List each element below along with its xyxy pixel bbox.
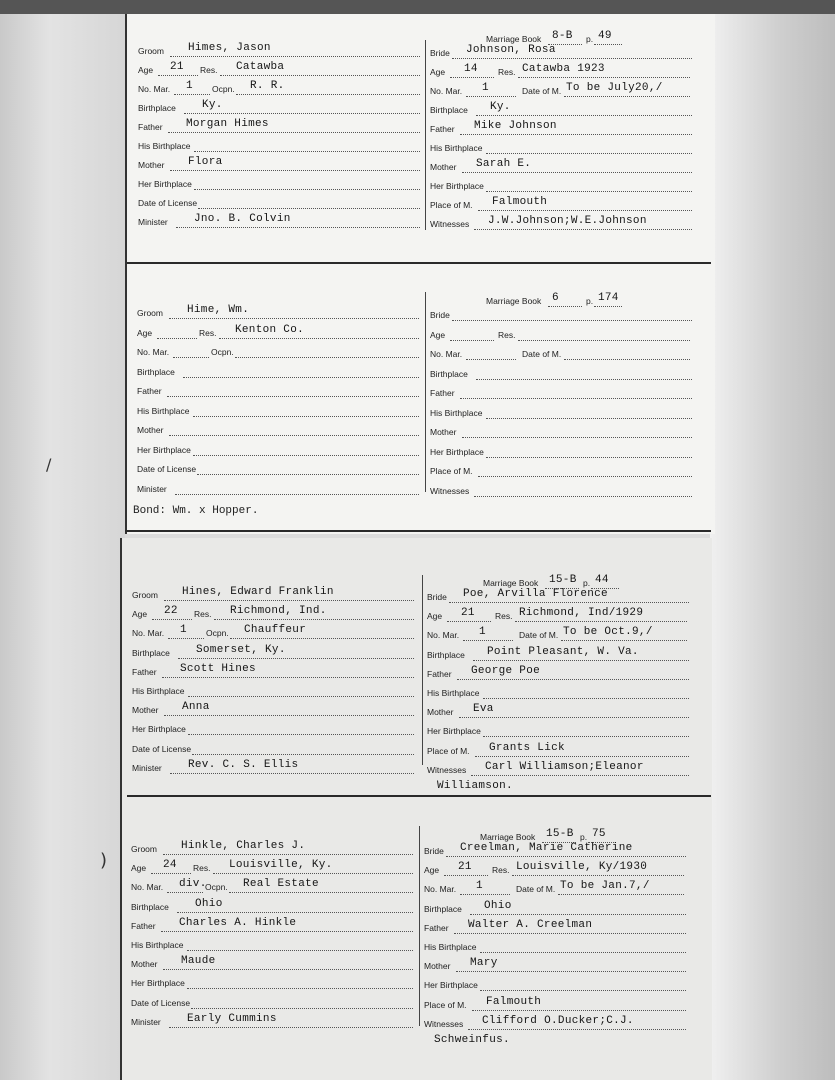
groom-age-value: 21 — [170, 61, 184, 73]
fill-line — [175, 494, 419, 495]
bride-age-value: 21 — [461, 607, 475, 620]
field-label: Father — [424, 922, 449, 933]
groom-no-mar-value: 1 — [180, 624, 187, 637]
fill-line — [594, 306, 622, 307]
fill-line — [163, 854, 413, 855]
fill-line — [167, 396, 419, 397]
fill-line — [191, 1008, 413, 1009]
bride-father-value: Mike Johnson — [474, 120, 557, 132]
groom-residence-value: Louisville, Ky. — [229, 859, 333, 872]
fill-line — [473, 660, 689, 661]
groom-father-value: Scott Hines — [180, 662, 256, 675]
field-label: Date of License — [137, 464, 197, 474]
groom-residence-value: Kenton Co. — [235, 323, 305, 336]
field-label: Mother — [132, 705, 159, 716]
groom-occupation-value: Chauffeur — [244, 624, 307, 637]
bride-place-of-m-value: Grants Lick — [489, 741, 565, 754]
fill-line — [454, 933, 686, 934]
fill-line — [486, 457, 692, 458]
field-label: No. Mar. — [137, 347, 170, 357]
field-label: p. — [586, 34, 594, 44]
bride-age-value: 14 — [464, 63, 478, 75]
fill-line — [558, 894, 684, 895]
fill-line — [512, 875, 684, 876]
field-label: Res. — [495, 611, 513, 622]
field-label: Date of License — [131, 997, 191, 1008]
record-separator — [127, 262, 711, 264]
field-label: Age — [132, 609, 148, 620]
column-divider — [425, 292, 426, 492]
groom-mother-value: Maude — [181, 955, 216, 968]
fill-line — [475, 756, 689, 757]
field-label: Father — [430, 388, 455, 398]
fill-line — [447, 621, 491, 622]
fill-line — [236, 94, 420, 95]
field-label: Age — [430, 329, 446, 340]
groom-groom-value: Hines, Edward Franklin — [182, 586, 334, 598]
scan-margin-right — [710, 0, 835, 1080]
field-label: His Birthplace — [138, 141, 191, 151]
fill-line — [168, 638, 204, 639]
groom-age-value: 22 — [164, 605, 178, 618]
field-label: Age — [424, 865, 440, 876]
field-label: Groom — [131, 844, 157, 854]
scan-margin-left — [0, 0, 125, 1080]
field-label: Place of M. — [430, 466, 473, 476]
column-divider — [422, 575, 423, 765]
field-label: Marriage Book — [486, 34, 542, 44]
fill-line — [450, 77, 494, 78]
fill-line — [161, 931, 413, 932]
field-label: Res. — [194, 609, 212, 620]
fill-line — [184, 113, 420, 114]
bride-birthplace-value: Ohio — [484, 899, 512, 912]
fill-line — [169, 318, 419, 319]
field-label: p. — [586, 296, 594, 306]
fill-line — [462, 437, 692, 438]
groom-birthplace-value: Ky. — [202, 99, 223, 111]
field-label: Marriage Book — [486, 296, 542, 306]
fill-line — [214, 619, 414, 620]
field-label: Age — [131, 863, 147, 874]
fill-line — [197, 474, 419, 475]
fill-line — [177, 912, 413, 913]
fill-line — [548, 306, 582, 307]
field-label: Date of M. — [522, 86, 562, 96]
bride-father-value: Walter A. Creelman — [468, 918, 593, 931]
field-label: Witnesses — [430, 219, 470, 229]
fill-line — [472, 1010, 686, 1011]
witnesses-continued-value: Schweinfus. — [434, 1034, 510, 1046]
field-label: Witnesses — [430, 485, 470, 496]
bride-residence-value: Richmond, Ind/1929 — [519, 607, 644, 620]
record-separator — [127, 795, 711, 797]
groom-groom-value: Hime, Wm. — [187, 304, 250, 316]
fill-line — [220, 75, 420, 76]
fill-line — [564, 359, 690, 360]
field-label: Place of M. — [424, 999, 467, 1010]
date-of-marriage-value: To be Jan.7,/ — [560, 880, 650, 893]
bride-place-of-m-value: Falmouth — [492, 196, 548, 208]
field-label: Place of M. — [430, 200, 473, 210]
fill-line — [478, 476, 692, 477]
groom-minister-value: Early Cummins — [187, 1012, 277, 1025]
field-label: Date of M. — [519, 630, 559, 641]
field-label: Birthplace — [138, 103, 176, 113]
bride-residence-value: Louisville, Ky/1930 — [516, 861, 648, 874]
fill-line — [188, 696, 414, 697]
groom-mother-value: Flora — [188, 156, 223, 168]
fill-line — [452, 58, 692, 59]
fill-line — [170, 170, 420, 171]
groom-father-value: Morgan Himes — [186, 118, 269, 130]
bride-birthplace-value: Ky. — [490, 101, 511, 113]
fill-line — [518, 340, 690, 341]
record-separator — [125, 530, 711, 532]
field-label: Her Birthplace — [427, 726, 481, 737]
fill-line — [194, 189, 420, 190]
field-label: Mother — [430, 427, 457, 437]
field-label: Minister — [137, 483, 167, 494]
fill-line — [459, 717, 689, 718]
fill-line — [198, 208, 420, 209]
field-label: Marriage Book — [483, 578, 539, 588]
fill-line — [168, 132, 420, 133]
fill-line — [230, 638, 414, 639]
field-label: Mother — [430, 162, 457, 172]
fill-line — [183, 377, 419, 378]
groom-minister-value: Jno. B. Colvin — [194, 213, 291, 225]
fill-line — [167, 892, 203, 893]
field-label: Father — [430, 124, 455, 134]
groom-father-value: Charles A. Hinkle — [179, 916, 297, 929]
fill-line — [468, 1029, 686, 1030]
fill-line — [163, 969, 413, 970]
fill-line — [188, 734, 414, 735]
field-label: Mother — [137, 425, 164, 435]
fill-line — [158, 75, 198, 76]
fill-line — [193, 416, 419, 417]
field-label: Father — [138, 122, 163, 132]
bride-birthplace-value: Point Pleasant, W. Va. — [487, 645, 639, 658]
field-label: Bride — [430, 310, 450, 320]
field-label: Date of License — [138, 198, 198, 208]
field-label: No. Mar. — [424, 884, 457, 895]
fill-line — [561, 640, 687, 641]
fill-line — [478, 210, 692, 211]
field-label: Age — [427, 611, 443, 622]
fill-line — [474, 496, 692, 497]
fill-line — [213, 873, 413, 874]
fill-line — [169, 1027, 413, 1028]
fill-line — [470, 914, 686, 915]
field-label: Birthplace — [137, 366, 175, 377]
marriage-book-value: 15-B — [546, 828, 574, 840]
field-label: Bride — [424, 846, 444, 856]
field-label: No. Mar. — [427, 630, 460, 641]
marriage-book-value: 6 — [552, 292, 559, 304]
field-label: Minister — [138, 217, 168, 227]
fill-line — [151, 873, 191, 874]
field-label: His Birthplace — [427, 688, 480, 698]
groom-residence-value: Richmond, Ind. — [230, 605, 327, 618]
bride-mother-value: Eva — [473, 703, 494, 716]
field-label: Date of M. — [516, 884, 556, 895]
fill-line — [460, 398, 692, 399]
field-label: Res. — [498, 67, 516, 77]
field-label: No. Mar. — [131, 882, 164, 893]
groom-groom-value: Hinkle, Charles J. — [181, 840, 306, 852]
field-label: Res. — [498, 329, 516, 340]
witnesses-continued-value: Williamson. — [437, 780, 513, 792]
field-label: Res. — [193, 863, 211, 874]
field-label: Her Birthplace — [430, 181, 484, 191]
groom-birthplace-value: Ohio — [195, 897, 223, 910]
fill-line — [466, 359, 516, 360]
fill-line — [483, 698, 689, 699]
field-label: Birthplace — [427, 649, 465, 660]
fill-line — [456, 971, 686, 972]
field-label: Birthplace — [430, 105, 468, 115]
bride-mother-value: Sarah E. — [476, 158, 532, 170]
field-label: Marriage Book — [480, 832, 536, 842]
field-label: Res. — [492, 865, 510, 876]
fill-line — [471, 775, 689, 776]
groom-no-mar-value: div. — [179, 878, 207, 891]
fill-line — [450, 340, 494, 341]
field-label: Her Birthplace — [430, 446, 484, 457]
column-divider — [425, 40, 426, 230]
field-label: Her Birthplace — [138, 179, 192, 189]
field-label: No. Mar. — [430, 349, 463, 359]
field-label: Ocpn. — [205, 882, 228, 893]
fill-line — [187, 950, 413, 951]
fill-line — [229, 892, 413, 893]
fill-line — [457, 679, 689, 680]
microfilm-sheet-lower — [120, 538, 712, 1080]
field-label: Groom — [132, 590, 158, 600]
groom-occupation-value: Real Estate — [243, 878, 319, 891]
fill-line — [466, 96, 516, 97]
stray-pen-mark: / — [46, 455, 52, 474]
fill-line — [174, 94, 210, 95]
fill-line — [480, 990, 686, 991]
fill-line — [164, 715, 414, 716]
bride-bride-value: Poe, Arvilla Florence — [463, 588, 608, 600]
bride-age-value: 21 — [458, 861, 472, 874]
field-label: Minister — [132, 762, 162, 773]
fill-line — [170, 56, 420, 57]
fill-line — [564, 96, 690, 97]
field-label: Father — [137, 386, 162, 396]
field-label: Date of License — [132, 743, 192, 754]
fill-line — [152, 619, 192, 620]
groom-occupation-value: R. R. — [250, 80, 285, 92]
field-label: Ocpn. — [211, 347, 234, 357]
field-label: Her Birthplace — [131, 978, 185, 989]
field-label: His Birthplace — [132, 686, 185, 696]
fill-line — [444, 875, 488, 876]
field-label: Res. — [199, 327, 217, 338]
fill-line — [157, 338, 197, 339]
fill-line — [462, 172, 692, 173]
bride-father-value: George Poe — [471, 664, 541, 677]
fill-line — [449, 602, 689, 603]
fill-line — [194, 151, 420, 152]
groom-mother-value: Anna — [182, 701, 210, 714]
field-label: Mother — [424, 961, 451, 972]
field-label: Her Birthplace — [137, 444, 191, 455]
groom-no-mar-value: 1 — [186, 80, 193, 92]
fill-line — [173, 357, 209, 358]
record-note: Bond: Wm. x Hopper. — [133, 505, 259, 517]
groom-birthplace-value: Somerset, Ky. — [196, 643, 286, 656]
fill-line — [476, 379, 692, 380]
field-label: Groom — [137, 308, 163, 318]
bride-no-mar-value: 1 — [482, 82, 489, 94]
fill-line — [518, 77, 690, 78]
marriage-page-value: 49 — [598, 30, 612, 42]
groom-minister-value: Rev. C. S. Ellis — [188, 758, 299, 771]
field-label: No. Mar. — [132, 628, 165, 639]
field-label: No. Mar. — [430, 86, 463, 96]
field-label: His Birthplace — [430, 407, 483, 418]
field-label: Witnesses — [424, 1018, 464, 1029]
fill-line — [187, 988, 413, 989]
field-label: His Birthplace — [137, 405, 190, 416]
field-label: Her Birthplace — [132, 724, 186, 735]
date-of-marriage-value: To be July20,/ — [566, 82, 663, 94]
fill-line — [460, 134, 692, 135]
fill-line — [463, 640, 513, 641]
bride-witnesses-value: Clifford O.Ducker;C.J. — [482, 1014, 634, 1027]
fill-line — [169, 435, 419, 436]
field-label: No. Mar. — [138, 84, 171, 94]
field-label: Father — [427, 668, 452, 679]
field-label: Birthplace — [131, 901, 169, 912]
fill-line — [162, 677, 414, 678]
fill-line — [164, 600, 414, 601]
fill-line — [176, 227, 420, 228]
bride-mother-value: Mary — [470, 957, 498, 970]
fill-line — [235, 357, 419, 358]
marriage-book-value: 15-B — [549, 574, 577, 586]
field-label: Mother — [138, 160, 165, 170]
field-label: Bride — [430, 48, 450, 58]
field-label: Age — [430, 67, 446, 77]
fill-line — [446, 856, 686, 857]
field-label: Ocpn. — [206, 628, 229, 639]
groom-groom-value: Himes, Jason — [188, 42, 271, 54]
fill-line — [476, 115, 692, 116]
field-label: Birthplace — [132, 647, 170, 658]
field-label: Res. — [200, 65, 218, 75]
fill-line — [452, 320, 692, 321]
bride-witnesses-value: Carl Williamson;Eleanor — [485, 760, 644, 773]
field-label: Birthplace — [424, 903, 462, 914]
fill-line — [192, 754, 414, 755]
fill-line — [486, 191, 692, 192]
marriage-page-value: 75 — [592, 828, 606, 840]
field-label: Mother — [427, 707, 454, 718]
groom-age-value: 24 — [163, 859, 177, 872]
fill-line — [480, 952, 686, 953]
field-label: Groom — [138, 46, 164, 56]
field-label: His Birthplace — [430, 143, 483, 153]
marriage-page-value: 44 — [595, 574, 609, 586]
field-label: His Birthplace — [424, 942, 477, 952]
bride-no-mar-value: 1 — [476, 880, 483, 893]
fill-line — [193, 455, 419, 456]
scan-top-edge — [0, 0, 835, 14]
bride-bride-value: Creelman, Marie Catherine — [460, 842, 633, 854]
field-label: Witnesses — [427, 764, 467, 775]
stray-pen-mark: ) — [100, 850, 108, 871]
field-label: p. — [580, 832, 588, 842]
field-label: Date of M. — [522, 349, 562, 359]
field-label: Ocpn. — [212, 84, 235, 94]
fill-line — [486, 153, 692, 154]
field-label: Minister — [131, 1016, 161, 1027]
fill-line — [594, 44, 622, 45]
field-label: Place of M. — [427, 745, 470, 756]
field-label: p. — [583, 578, 591, 588]
field-label: Father — [131, 920, 156, 931]
fill-line — [178, 658, 414, 659]
marriage-page-value: 174 — [598, 292, 619, 304]
field-label: Father — [132, 666, 157, 677]
fill-line — [170, 773, 414, 774]
fill-line — [486, 418, 692, 419]
bride-place-of-m-value: Falmouth — [486, 995, 542, 1008]
field-label: Her Birthplace — [424, 980, 478, 991]
field-label: His Birthplace — [131, 940, 184, 950]
bride-witnesses-value: J.W.Johnson;W.E.Johnson — [488, 215, 647, 227]
field-label: Bride — [427, 592, 447, 602]
field-label: Birthplace — [430, 368, 468, 379]
column-divider — [419, 826, 420, 1026]
field-label: Mother — [131, 959, 158, 970]
bride-residence-value: Catawba 1923 — [522, 63, 605, 75]
date-of-marriage-value: To be Oct.9,/ — [563, 626, 653, 639]
fill-line — [483, 736, 689, 737]
fill-line — [219, 338, 419, 339]
fill-line — [474, 229, 692, 230]
bride-no-mar-value: 1 — [479, 626, 486, 639]
bride-bride-value: Johnson, Rosa — [466, 44, 556, 56]
fill-line — [515, 621, 687, 622]
field-label: Age — [137, 327, 153, 338]
groom-residence-value: Catawba — [236, 61, 285, 73]
field-label: Age — [138, 65, 154, 75]
marriage-book-value: 8-B — [552, 30, 573, 42]
fill-line — [460, 894, 510, 895]
